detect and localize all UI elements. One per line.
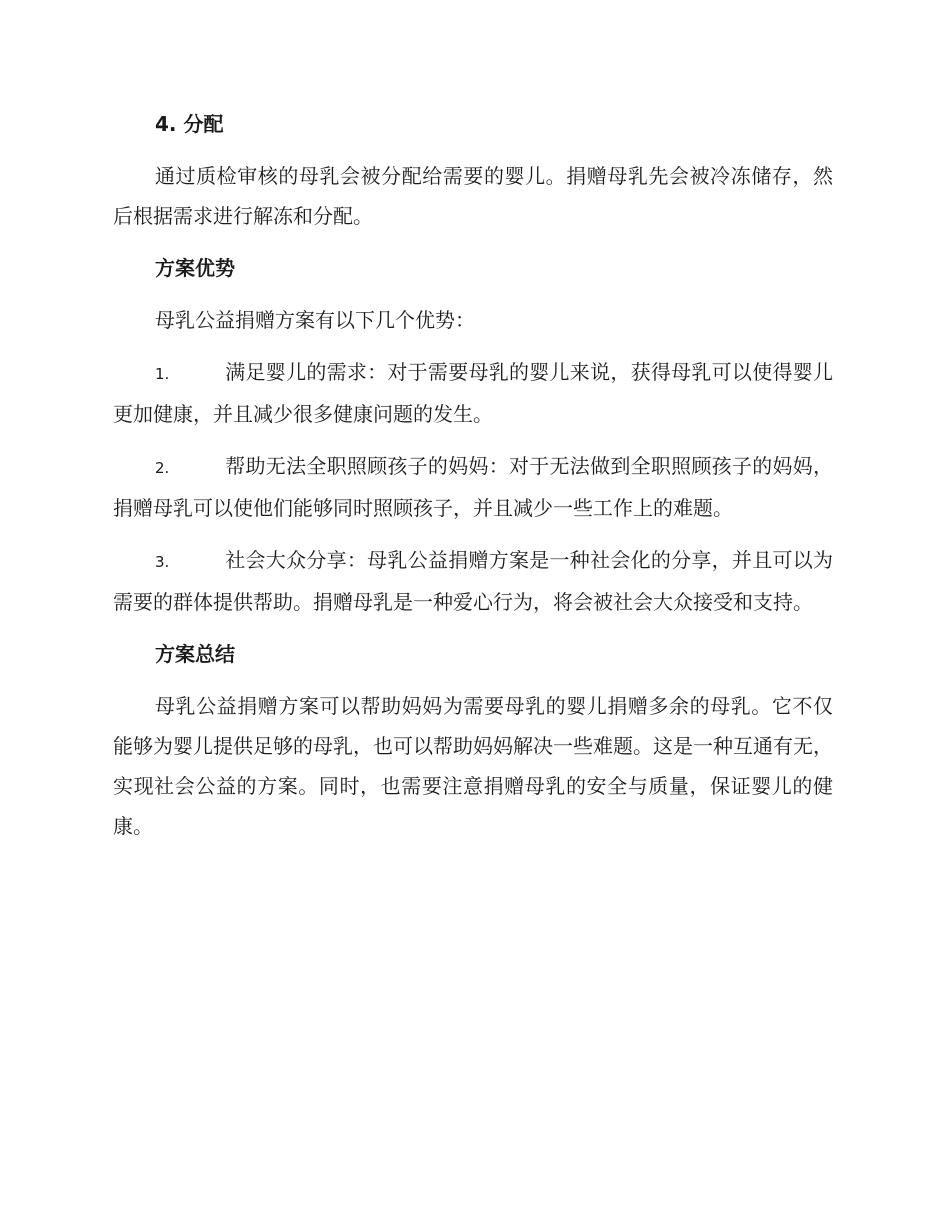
list-item-text: 满足婴儿的需求：对于需要母乳的婴儿来说，获得母乳可以使得婴儿更加健康，并且减少很多健康问题的发生。 [113, 360, 833, 426]
advantage-item-1 [113, 352, 833, 434]
advantage-item-2 [113, 446, 833, 528]
list-item-text: 帮助无法全职照顾孩子的妈妈：对于无法做到全职照顾孩子的妈妈，捐赠母乳可以使他们能够同时照顾孩子，并且减少一些工作上的难题。 [113, 454, 833, 520]
list-number: 1. [155, 365, 170, 383]
distribution-paragraph: 通过质检审核的母乳会被分配给需要的婴儿。捐赠母乳先会被冷冻储存，然后根据需求进行解冻和分配。 [113, 164, 833, 228]
list-item-text: 社会大众分享：母乳公益捐赠方案是一种社会化的分享，并且可以为需要的群体提供帮助。捐赠母乳是一种爱心行为，将会被社会大众接受和支持。 [113, 548, 833, 614]
section-heading-distribution: 4. 分配 [155, 112, 224, 136]
section-heading-summary: 方案总结 [155, 642, 235, 666]
advantage-item-3 [113, 540, 833, 622]
summary-paragraph: 母乳公益捐赠方案可以帮助妈妈为需要母乳的婴儿捐赠多余的母乳。它不仅能够为婴儿提供足够的母乳，也可以帮助妈妈解决一些难题。这是一种互通有无，实现社会公益的方案。同时，也需要注意捐赠母乳的安全与质量，保证婴儿的健康。 [113, 694, 833, 838]
section-heading-advantages: 方案优势 [155, 256, 235, 280]
list-number: 3. [155, 553, 170, 571]
list-number: 2. [155, 459, 170, 477]
advantages-intro: 母乳公益捐赠方案有以下几个优势： [155, 308, 475, 332]
document-page [113, 104, 833, 846]
